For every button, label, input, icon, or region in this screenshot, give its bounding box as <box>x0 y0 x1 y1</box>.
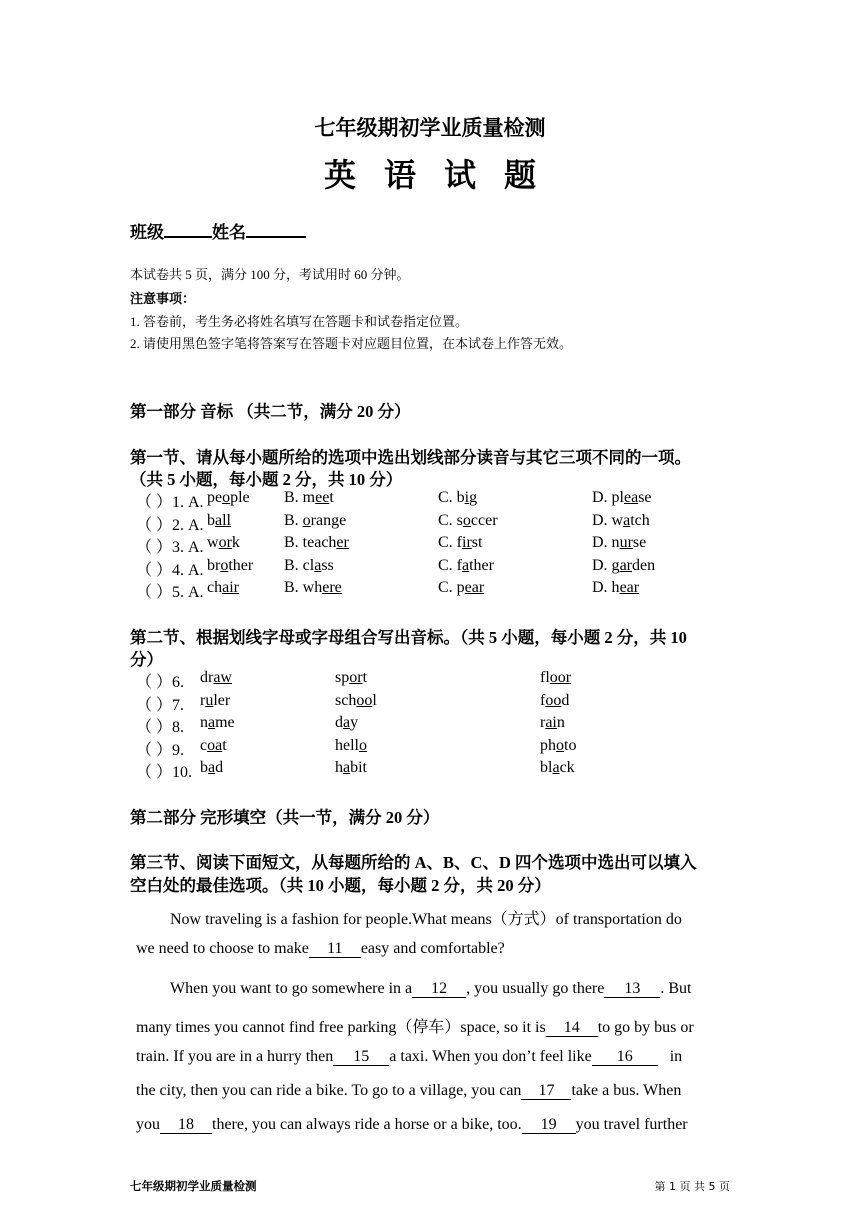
blank-14: 14 <box>546 1019 598 1037</box>
underlined-letters: o <box>556 736 564 754</box>
name-label: 姓名 <box>212 223 246 242</box>
question-number: （ ）3. A. <box>136 539 204 556</box>
option-word: draw <box>200 669 232 686</box>
underlined-letters: u <box>205 691 214 709</box>
option-word: brother <box>207 556 254 574</box>
underlined-letters: ear <box>619 579 640 596</box>
option-word: day <box>335 714 359 731</box>
question-row <box>130 534 750 556</box>
question-row <box>130 692 750 714</box>
underlined-letters: oor <box>549 669 572 686</box>
question-number: （ ）10. <box>136 764 193 781</box>
blank-12: 12 <box>412 980 466 998</box>
option-word: rain <box>540 714 565 731</box>
passage-line: we need to choose to make 11 easy and comfortable? <box>136 940 505 957</box>
underlined-letters: i <box>464 489 470 506</box>
underlined-letters: a <box>343 759 351 776</box>
underlined-letters: o <box>220 556 229 574</box>
blank-19: 19 <box>522 1116 576 1134</box>
option-word: C. first <box>438 534 483 551</box>
page-number: 第 1 页 共 5 页 <box>654 1180 730 1193</box>
option-word: ruler <box>200 691 231 709</box>
question-row <box>130 579 750 601</box>
passage-line: train. If you are in a hurry then 15 a taxi. When you don’t feel like 16 in <box>136 1048 683 1065</box>
question-number: （ ）4. A. <box>136 561 204 579</box>
option-word: sport <box>335 669 368 686</box>
exam-title: 七年级期初学业质量检测 <box>314 116 546 140</box>
option-word: B. orange <box>284 511 347 529</box>
underlined-letters: air <box>222 579 239 596</box>
section1-instruction: 第一节、请从每小题所给的选项中选出划线部分读音与其它三项不同的一项。 <box>130 448 691 467</box>
section3-instruction: 空白处的最佳选项。（共 10 小题，每小题 2 分，共 20 分） <box>130 876 551 895</box>
question-row <box>130 737 750 759</box>
underlined-letters: a <box>208 714 216 731</box>
section3-instruction: 第三节、阅读下面短文，从每题所给的 A、B、C、D 四个选项中选出可以填入 <box>130 853 697 872</box>
option-word: D. nurse <box>592 534 647 551</box>
underlined-letters: a <box>623 511 631 529</box>
underlined-letters: ar <box>619 556 632 574</box>
option-word: black <box>540 759 575 776</box>
section1-instruction: （共 5 小题，每小题 2 分，共 10 分） <box>130 470 403 489</box>
question-number: （ ）7. <box>136 696 185 714</box>
question-row <box>130 714 750 736</box>
passage-line: the city, then you can ride a bike. To go to a village, you can 17 take a bus. When <box>136 1082 682 1099</box>
option-word: B. where <box>284 579 342 596</box>
underlined-letters: a <box>552 759 560 776</box>
question-row <box>130 489 750 511</box>
option-word: people <box>207 489 250 506</box>
underlined-letters: o <box>302 511 311 529</box>
blank-13: 13 <box>604 980 660 998</box>
option-word: ball <box>207 511 231 529</box>
underlined-letters: oa <box>207 736 223 754</box>
passage-line: many times you cannot find free parking（停车）space, so it is 14 to go by bus or <box>136 1019 694 1036</box>
option-word: coat <box>200 736 227 754</box>
option-word: work <box>207 534 240 551</box>
option-word: school <box>335 691 377 709</box>
passage-line: you 18 there, you can always ride a horse or a bike, too. 19 you travel further <box>136 1116 688 1133</box>
blank-16: 16 <box>592 1048 658 1066</box>
underlined-letters: ir <box>462 534 472 551</box>
underlined-letters: ee <box>315 489 330 506</box>
underlined-letters: o <box>462 511 471 529</box>
blank-15: 15 <box>333 1048 389 1066</box>
name-blank <box>246 222 306 238</box>
passage-line: Now traveling is a fashion for people.What means（方式）of transportation do <box>170 911 682 928</box>
option-word: D. please <box>592 489 652 506</box>
notes-heading: 注意事项： <box>130 291 196 306</box>
section2-instruction: 分） <box>130 650 163 669</box>
underlined-letters: all <box>215 511 231 529</box>
option-word: D. hear <box>592 579 640 596</box>
question-number: （ ）1. A. <box>136 494 204 511</box>
option-word: C. father <box>438 556 494 574</box>
exam-intro: 本试卷共 5 页，满分 100 分，考试用时 60 分钟。 <box>130 267 410 282</box>
blank-18: 18 <box>160 1116 212 1134</box>
question-row <box>130 512 750 534</box>
option-word: bad <box>200 759 224 776</box>
footer-title: 七年级期初学业质量检测 <box>130 1181 257 1193</box>
underlined-letters: a <box>343 714 351 731</box>
option-word: C. pear <box>438 579 485 596</box>
question-number: （ ）6. <box>136 674 185 691</box>
option-word: C. big <box>438 489 478 506</box>
underlined-letters: or <box>218 534 232 551</box>
underlined-letters: ere <box>322 579 342 596</box>
option-word: D. garden <box>592 556 656 574</box>
underlined-letters: or <box>349 669 363 686</box>
underlined-letters: oo <box>545 691 562 709</box>
underlined-letters: ur <box>619 534 633 551</box>
option-word: food <box>540 691 570 709</box>
underlined-letters: ear <box>464 579 485 596</box>
underlined-letters: oo <box>356 691 373 709</box>
question-row <box>130 669 750 691</box>
question-row <box>130 759 750 781</box>
note-item: 1. 答卷前，考生务必将姓名填写在答题卡和试卷指定位置。 <box>130 314 469 329</box>
underlined-letters: a <box>462 556 470 574</box>
underlined-letters: ai <box>545 714 557 731</box>
option-word: C. soccer <box>438 511 498 529</box>
note-item: 2. 请使用黑色签字笔将答案写在答题卡对应题目位置，在本试卷上作答无效。 <box>130 336 573 351</box>
blank-17: 17 <box>521 1082 571 1100</box>
subject-title: 英语试题 <box>323 157 564 193</box>
option-word: hello <box>335 736 367 754</box>
underlined-letters: aw <box>213 669 232 686</box>
underlined-letters: a <box>314 556 322 574</box>
passage-line: When you want to go somewhere in a 12 , you usually go there 13 . But <box>170 980 692 997</box>
option-word: name <box>200 714 235 731</box>
part2-heading: 第二部分 完形填空（共一节，满分 20 分） <box>130 808 440 827</box>
option-word: B. teacher <box>284 534 349 551</box>
underlined-letters: o <box>222 489 231 506</box>
question-number: （ ）5. A. <box>136 584 204 601</box>
underlined-letters: ea <box>624 489 639 506</box>
student-info <box>130 218 306 243</box>
underlined-letters: er <box>336 534 349 551</box>
question-row <box>130 557 750 579</box>
class-label: 班级 <box>130 223 164 242</box>
option-word: chair <box>207 579 239 596</box>
question-number: （ ）2. A. <box>136 516 204 534</box>
option-word: photo <box>540 736 577 754</box>
option-word: floor <box>540 669 572 686</box>
section2-instruction: 第二节、根据划线字母或字母组合写出音标。（共 5 小题，每小题 2 分，共 10 <box>130 628 687 647</box>
question-number: （ ）9. <box>136 741 185 759</box>
question-number: （ ）8. <box>136 719 185 736</box>
underlined-letters: o <box>359 736 367 754</box>
part1-heading: 第一部分 音标 （共二节，满分 20 分） <box>130 402 411 421</box>
option-word: D. watch <box>592 511 650 529</box>
option-word: B. class <box>284 556 334 574</box>
class-blank <box>164 222 212 238</box>
blank-11: 11 <box>309 940 361 958</box>
underlined-letters: a <box>208 759 216 776</box>
option-word: B. meet <box>284 489 334 506</box>
option-word: habit <box>335 759 367 776</box>
